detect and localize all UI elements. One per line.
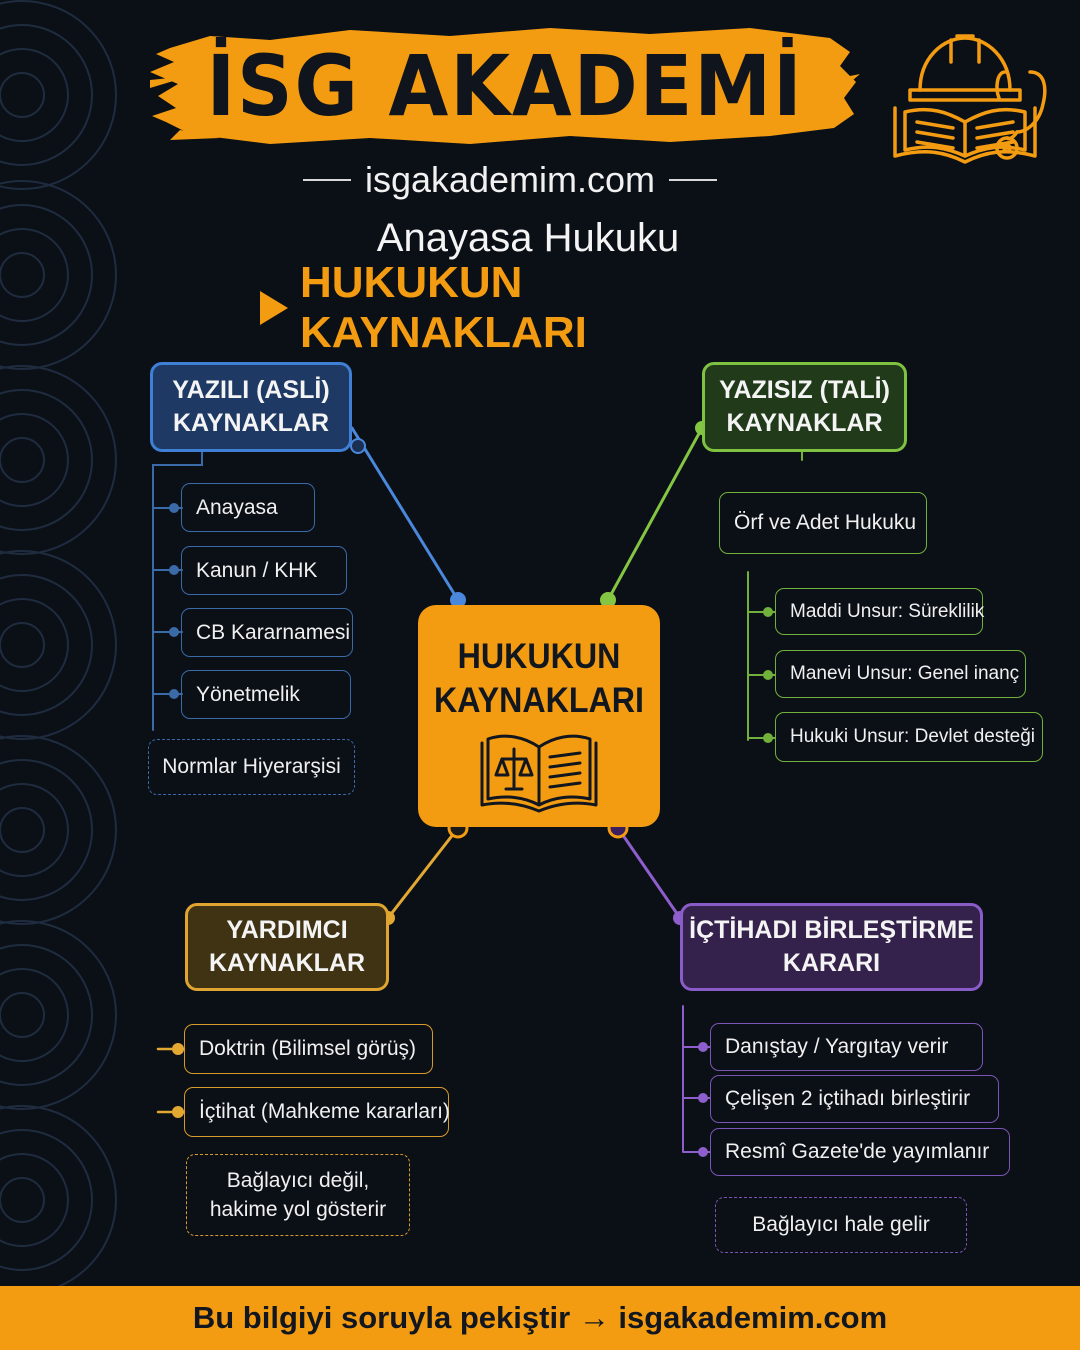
list-item-material-element: Maddi Unsur: Süreklilik: [775, 588, 983, 635]
hierarchy-note: Normlar Hiyerarşisi: [148, 739, 355, 795]
unwritten-sources-box: YAZISIZ (TALİ) KAYNAKLAR: [702, 362, 907, 452]
auxiliary-sources-box: YARDIMCI KAYNAKLAR: [185, 903, 389, 991]
unification-decision-box: İÇTİHADI BİRLEŞTİRME KARARI: [680, 903, 983, 991]
website-link[interactable]: isgakademim.com: [364, 159, 656, 200]
binding-note: Bağlayıcı hale gelir: [715, 1197, 967, 1253]
list-item-celisen: Çelişen 2 içtihadı birleştirir: [710, 1075, 999, 1123]
list-item-cb-kararnamesi: CB Kararnamesi: [181, 608, 353, 657]
list-item-legal-element: Hukuki Unsur: Devlet desteği: [775, 712, 1043, 762]
written-sources-box: YAZILI (ASLİ) KAYNAKLAR: [150, 362, 352, 452]
list-item-kanun: Kanun / KHK: [181, 546, 347, 595]
list-item-moral-element: Manevi Unsur: Genel inanç: [775, 650, 1026, 698]
scales-book-icon: [478, 729, 600, 813]
subject-title: Anayasa Hukuku: [376, 216, 680, 260]
center-node: [418, 605, 660, 827]
center-title: HUKUKUN KAYNAKLARI: [434, 637, 644, 720]
brand-title: İSG AKADEMİ: [206, 37, 804, 135]
list-item-resmi-gazete: Resmî Gazete'de yayımlanır: [710, 1128, 1010, 1176]
list-item-danistay: Danıştay / Yargıtay verir: [710, 1023, 983, 1071]
list-item-yonetmelik: Yönetmelik: [181, 670, 351, 719]
custom-law-box: Örf ve Adet Hukuku: [719, 492, 927, 554]
footer-banner[interactable]: Bu bilgiyi soruyla pekiştir → isgakademim.com: [0, 1286, 1080, 1350]
section-title: HUKUKUN KAYNAKLARI: [300, 258, 587, 357]
list-item-anayasa: Anayasa: [181, 483, 315, 532]
list-item-doktrin: Doktrin (Bilimsel görüş): [184, 1024, 433, 1074]
list-item-ictihat: İçtihat (Mahkeme kararları): [184, 1087, 449, 1137]
non-binding-note: Bağlayıcı değil, hakime yol gösterir: [186, 1154, 410, 1236]
